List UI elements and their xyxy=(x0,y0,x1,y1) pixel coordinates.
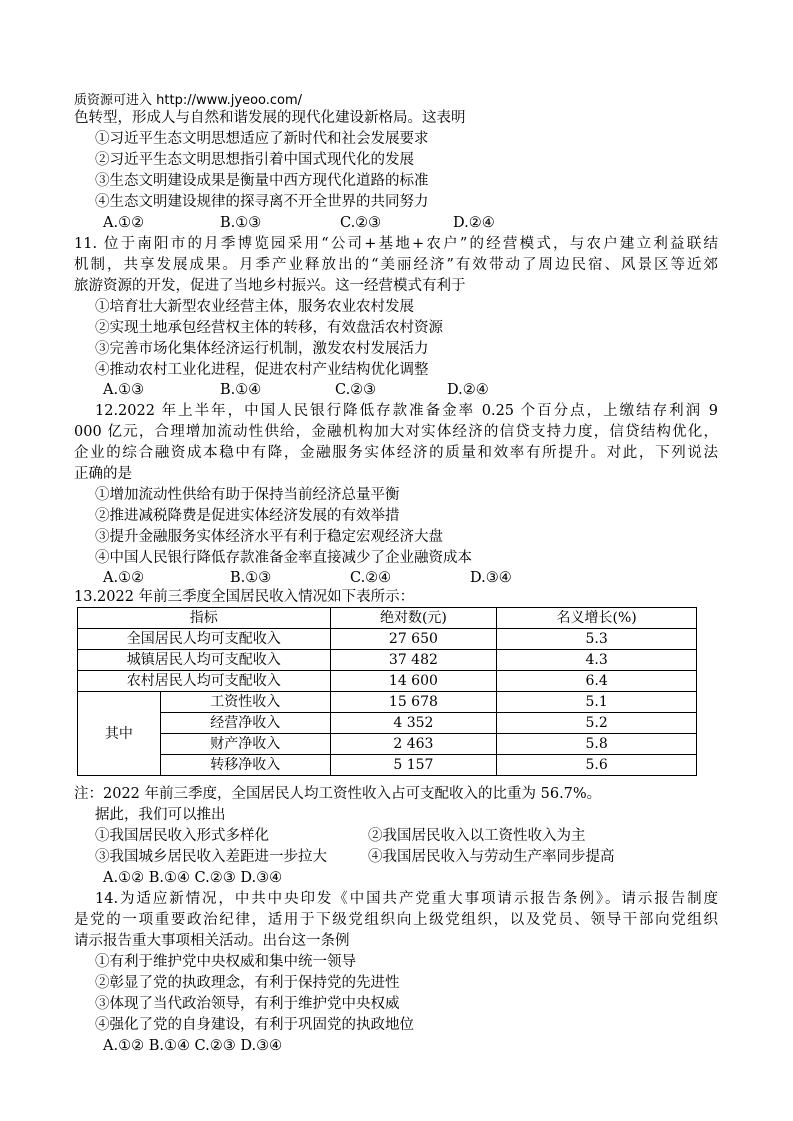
q11-stem-line-1: 11. 位于南阳市的月季博览园采用“公司+基地+农户”的经营模式，与农户建立利益联结 xyxy=(74,236,718,252)
table-row xyxy=(78,755,697,776)
q13-lead: 据此，我们可以推出 xyxy=(95,807,226,823)
q10-option-d[interactable]: D.②④ xyxy=(453,215,495,231)
q14-stem-line-1: 14.为适应新情况，中共中央印发《中国共产党重大事项请示报告条例》。请示报告制度 xyxy=(95,891,718,907)
row-label: 工资性收入 xyxy=(160,692,330,713)
table-header-row xyxy=(78,608,697,629)
q12-statement-1: ①增加流动性供给有助于保持当前经济总量平衡 xyxy=(95,487,400,503)
q13-table-note: 注：2022 年前三季度，全国居民人均工资性收入占可支配收入的比重为 56.7%。 xyxy=(74,786,602,802)
income-table xyxy=(77,607,697,776)
table-row xyxy=(78,650,697,671)
q11-statement-1: ①培育壮大新型农业经营主体，服务农业农村发展 xyxy=(95,299,414,315)
row-value: 14 600 xyxy=(330,671,497,692)
row-label: 经营净收入 xyxy=(160,713,330,734)
group-label: 其中 xyxy=(78,692,161,776)
q10-statement-4: ④生态文明建设规律的探寻离不开全世界的共同努力 xyxy=(95,194,429,210)
table-row xyxy=(78,692,697,713)
q12-option-c[interactable]: C.②④ xyxy=(350,570,392,586)
q10-statement-1: ①习近平生态文明思想适应了新时代和社会发展要求 xyxy=(95,131,429,147)
q12-statement-2: ②推进减税降费是促进实体经济发展的有效举措 xyxy=(95,508,400,524)
q11-option-b[interactable]: B.①④ xyxy=(220,382,262,398)
q11-stem-line-3: 旅游资源的开发，促进了当地乡村振兴。这一经营模式有利于 xyxy=(74,278,466,294)
q11-statement-3: ③完善市场化集体经济运行机制，激发农村发展活力 xyxy=(95,341,429,357)
q14-statement-3: ③体现了当代政治领导，有利于维护党中央权威 xyxy=(95,996,400,1012)
q11-statement-4: ④推动农村工业化进程，促进农村产业结构优化调整 xyxy=(95,362,429,378)
q12-option-d[interactable]: D.③④ xyxy=(470,570,512,586)
q14-stem-line-3: 请示报告重大事项相关活动。出台这一条例 xyxy=(74,933,350,949)
q10-option-c[interactable]: C.②③ xyxy=(340,215,382,231)
row-value: 27 650 xyxy=(330,629,497,650)
q11-option-a[interactable]: A.①③ xyxy=(103,382,145,398)
q11-statement-2: ②实现土地承包经营权主体的转移，有效盘活农村资源 xyxy=(95,320,443,336)
row-label: 转移净收入 xyxy=(160,755,330,776)
row-value: 37 482 xyxy=(330,650,497,671)
q13-options[interactable]: A.①② B.①④ C.②③ D.③④ xyxy=(103,870,283,886)
q13-statement-4: ④我国居民收入与劳动生产率同步提高 xyxy=(368,849,615,865)
q14-statement-1: ①有利于维护党中央权威和集中统一领导 xyxy=(95,954,356,970)
row-value: 2 463 xyxy=(330,734,497,755)
row-growth: 5.6 xyxy=(497,755,697,776)
row-label: 财产净收入 xyxy=(160,734,330,755)
q10-option-b[interactable]: B.①③ xyxy=(220,215,262,231)
table-row xyxy=(78,713,697,734)
row-value: 5 157 xyxy=(330,755,497,776)
q13-statement-2: ②我国居民收入以工资性收入为主 xyxy=(368,828,586,844)
row-growth: 4.3 xyxy=(497,650,697,671)
row-growth: 5.2 xyxy=(497,713,697,734)
row-value: 4 352 xyxy=(330,713,497,734)
source-header[interactable]: 质资源可进入 http://www.jyeoo.com/ xyxy=(74,93,303,108)
q12-stem-line-4: 正确的是 xyxy=(74,466,132,482)
q12-stem-line-1: 12.2022 年上半年，中国人民银行降低存款准备金率 0.25 个百分点，上缴结存利润 9 xyxy=(95,403,718,419)
q12-stem-line-3: 企业的综合融资成本稳中有降，金融服务实体经济的质量和效率有所提升。对此，下列说法 xyxy=(74,445,718,461)
row-label: 农村居民人均可支配收入 xyxy=(78,671,331,692)
q10-statement-2: ②习近平生态文明思想指引着中国式现代化的发展 xyxy=(95,152,414,168)
q12-option-a[interactable]: A.①② xyxy=(103,570,145,586)
table-row xyxy=(78,734,697,755)
q14-statement-2: ②彰显了党的执政理念，有利于保持党的先进性 xyxy=(95,975,400,991)
q14-statement-4: ④强化了党的自身建设，有利于巩固党的执政地位 xyxy=(95,1017,414,1033)
header-indicator: 指标 xyxy=(78,608,331,629)
q11-option-c[interactable]: C.②③ xyxy=(335,382,377,398)
row-value: 15 678 xyxy=(330,692,497,713)
q14-stem-line-2: 是党的一项重要政治纪律，适用于下级党组织向上级党组织，以及党员、领导干部向党组织 xyxy=(74,912,718,928)
row-label: 城镇居民人均可支配收入 xyxy=(78,650,331,671)
row-growth: 6.4 xyxy=(497,671,697,692)
q14-options[interactable]: A.①② B.①④ C.②③ D.③④ xyxy=(103,1038,283,1054)
q11-stem-line-2: 机制，共享发展成果。月季产业释放出的“美丽经济”有效带动了周边民宿、风景区等近郊 xyxy=(74,257,718,273)
q12-option-b[interactable]: B.①③ xyxy=(230,570,272,586)
table-row xyxy=(78,629,697,650)
row-growth: 5.3 xyxy=(497,629,697,650)
q12-stem-line-2: 000 亿元，合理增加流动性供给，金融机构加大对实体经济的信贷支持力度，信贷结构优化， xyxy=(74,424,718,440)
q10-statement-3: ③生态文明建设成果是衡量中西方现代化道路的标准 xyxy=(95,173,429,189)
header-absolute-value: 绝对数(元) xyxy=(330,608,497,629)
header-nominal-growth: 名义增长(%) xyxy=(497,608,697,629)
q12-statement-4: ④中国人民银行降低存款准备金率直接减少了企业融资成本 xyxy=(95,550,472,566)
q12-statement-3: ③提升金融服务实体经济水平有利于稳定宏观经济大盘 xyxy=(95,529,443,545)
q10-option-a[interactable]: A.①② xyxy=(103,215,145,231)
q13-statement-1: ①我国居民收入形式多样化 xyxy=(95,828,269,844)
q13-statement-3: ③我国城乡居民收入差距进一步拉大 xyxy=(95,849,327,865)
table-row xyxy=(78,671,697,692)
row-label: 全国居民人均可支配收入 xyxy=(78,629,331,650)
row-growth: 5.1 xyxy=(497,692,697,713)
row-growth: 5.8 xyxy=(497,734,697,755)
q13-stem: 13.2022 年前三季度全国居民收入情况如下表所示： xyxy=(74,589,415,605)
q11-option-d[interactable]: D.②④ xyxy=(447,382,489,398)
q10-stem-continuation: 色转型，形成人与自然和谐发展的现代化建设新格局。这表明 xyxy=(74,110,466,126)
